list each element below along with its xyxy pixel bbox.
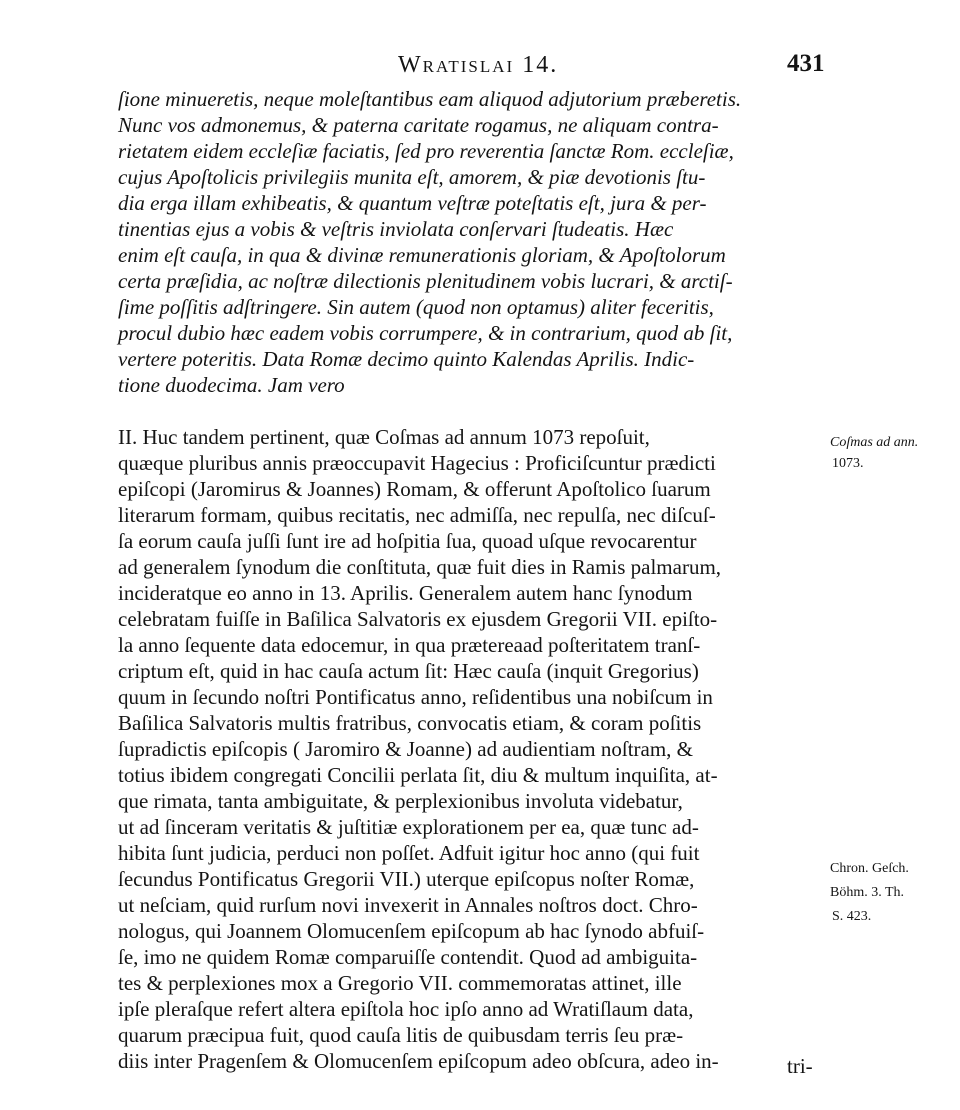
text-line: que rimata, tanta ambiguitate, & perplexionibus involuta videbatur, (118, 789, 683, 813)
marginal-note-year: 1073. (832, 456, 864, 471)
running-title: Wratislai 14. (398, 52, 559, 78)
text-line: quarum præcipua fuit, quod cauſa litis de quibusdam terris ſeu præ- (118, 1023, 684, 1047)
marginal-note-reference-volume: Böhm. 3. Th. (830, 885, 905, 900)
text-line: diis inter Pragenſem & Olomucenſem epiſcopum adeo obſcura, adeo in- (118, 1049, 719, 1073)
text-line: dia erga illam exhibeatis, & quantum veſtræ poteſtatis eſt, jura & per- (118, 191, 707, 215)
text-line: incideratque eo anno in 13. Aprilis. Generalem autem hanc ſynodum (118, 581, 693, 605)
text-line: ad generalem ſynodum die conſtituta, quæ fuit dies in Ramis palmarum, (118, 555, 722, 579)
text-line: cujus Apoſtolicis privilegiis munita eſt, amorem, & piæ devotionis ſtu- (118, 165, 706, 189)
text-line: nologus, qui Joannem Olomucenſem epiſcopum ab hac ſynodo abfuiſ- (118, 919, 705, 943)
page-number: 431 (787, 50, 825, 77)
text-line: Nunc vos admonemus, & paterna caritate rogamus, ne aliquam contra- (118, 113, 719, 137)
text-line: hibita ſunt judicia, perduci non poſſet. Adfuit igitur hoc anno (qui fuit (118, 841, 700, 865)
text-line: ut ad ſinceram veritatis & juſtitiæ explorationem per ea, quæ tunc ad- (118, 815, 699, 839)
text-line: Baſilica Salvatoris multis fratribus, convocatis etiam, & coram poſitis (118, 711, 702, 735)
text-line: criptum eſt, quid in hac cauſa actum ſit: Hæc cauſa (inquit Gregorius) (118, 659, 699, 683)
text-line: ſime poſſitis adſtringere. Sin autem (quod non optamus) aliter feceritis, (118, 295, 714, 319)
catchword: tri- (787, 1054, 813, 1078)
text-line: tinentias ejus a vobis & veſtris inviolata conſervari ſtudeatis. Hæc (118, 217, 674, 241)
text-line: procul dubio hæc eadem vobis corrumpere, & in contrarium, quod ab ſit, (118, 321, 733, 345)
text-line: vertere poteritis. Data Romæ decimo quinto Kalendas Aprilis. Indic- (118, 347, 695, 371)
text-line: rietatem eidem eccleſiæ faciatis, ſed pro reverentia ſanctæ Rom. eccleſiæ, (118, 139, 734, 163)
text-line: la anno ſequente data edocemur, in qua prætereaad poſteritatem tranſ- (118, 633, 701, 657)
text-line: certa præſidia, ac noſtræ dilectionis plenitudinem vobis lucrari, & arctiſ- (118, 269, 733, 293)
text-line: ſupradictis epiſcopis ( Jaromiro & Joanne) ad audientiam noſtram, & (118, 737, 694, 761)
text-line: totius ibidem congregati Concilii perlata ſit, diu & multum inquiſita, at- (118, 763, 718, 787)
marginal-note-reference-page: S. 423. (832, 909, 872, 924)
marginal-note-source: Coſmas ad ann. (830, 435, 919, 450)
text-line: II. Huc tandem pertinent, quæ Coſmas ad annum 1073 repoſuit, (118, 425, 650, 449)
text-line: tes & perplexiones mox a Gregorio VII. commemoratas attinet, ille (118, 971, 682, 995)
text-line: ſe, imo ne quidem Romæ comparuiſſe contendit. Quod ad ambiguita- (118, 945, 698, 969)
text-line: ut neſciam, quid rurſum novi invexerit in Annales noſtros doct. Chro- (118, 893, 698, 917)
text-line: celebratam fuiſſe in Baſilica Salvatoris ex ejusdem Gregorii VII. epiſto- (118, 607, 718, 631)
text-line: tione duodecima. Jam vero (118, 373, 345, 397)
text-line: ſecundus Pontificatus Gregorii VII.) uterque epiſcopus noſter Romæ, (118, 867, 695, 891)
text-line: ſa eorum cauſa juſſi ſunt ire ad hoſpitia ſua, quoad uſque revocarentur (118, 529, 697, 553)
text-line: epiſcopi (Jaromirus & Joannes) Romam, & offerunt Apoſtolico ſuarum (118, 477, 711, 501)
text-line: literarum formam, quibus recitatis, nec admiſſa, nec repulſa, nec diſcuſ- (118, 503, 716, 527)
text-line: quæque pluribus annis præoccupavit Hagecius : Proficiſcuntur prædicti (118, 451, 716, 475)
text-line: quum in ſecundo noſtri Pontificatus anno, reſidentibus una nobiſcum in (118, 685, 713, 709)
marginal-note-reference: Chron. Geſch. (830, 861, 909, 876)
text-line: ipſe pleraſque refert altera epiſtola hoc ipſo anno ad Wratiſlaum data, (118, 997, 694, 1021)
text-line: ſione minueretis, neque moleſtantibus eam aliquod adjutorium præberetis. (118, 87, 742, 111)
text-line: enim eſt cauſa, in qua & divinæ remunerationis gloriam, & Apoſtolorum (118, 243, 726, 267)
